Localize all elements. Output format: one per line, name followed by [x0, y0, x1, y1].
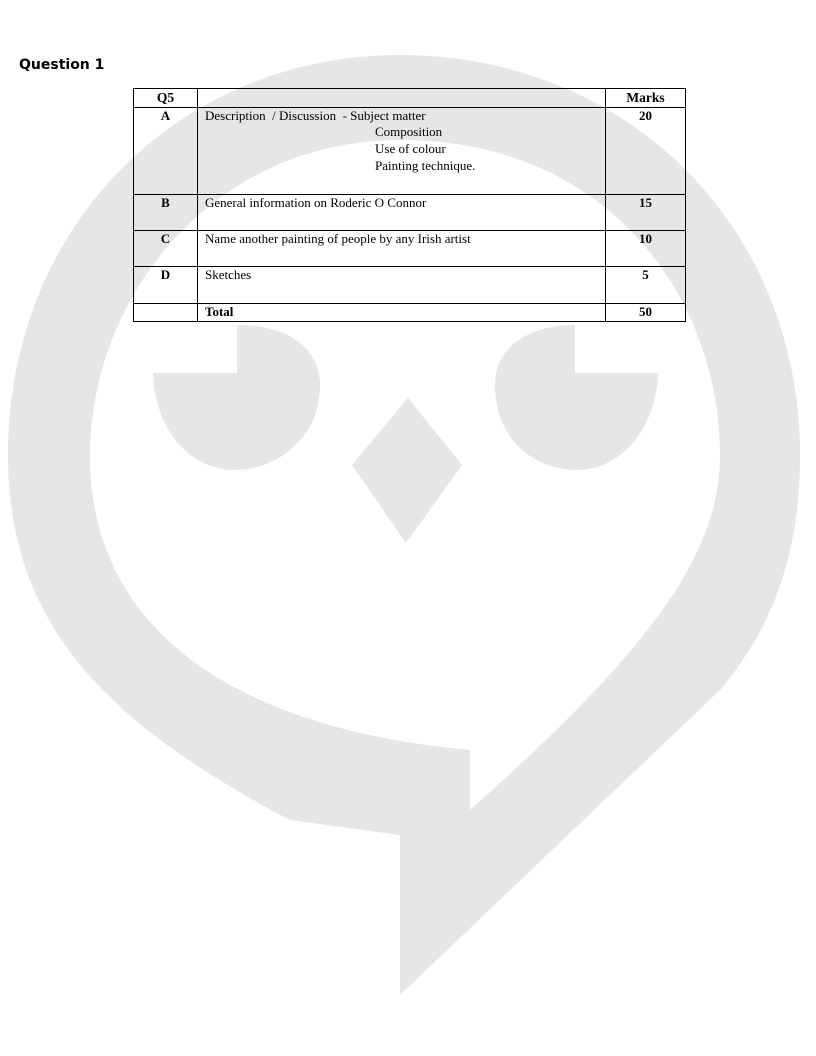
table-header-row — [134, 89, 686, 108]
table-total-row — [134, 303, 686, 321]
row-marks: 5 — [606, 266, 686, 303]
total-label: Total — [198, 303, 606, 321]
marking-scheme-table — [133, 88, 685, 324]
row-description-main: Description / Discussion - Subject matter — [205, 107, 426, 123]
header-question: Q5 — [134, 89, 198, 108]
table-row — [134, 194, 686, 230]
row-description-sub: Composition — [375, 124, 443, 140]
total-marks: 50 — [606, 303, 686, 321]
row-description: Name another painting of people by any Irish artist — [198, 230, 606, 266]
row-description-sub: Use of colour — [375, 141, 446, 157]
total-label-cell — [134, 303, 198, 321]
header-marks: Marks — [606, 89, 686, 108]
row-description: Sketches — [198, 266, 606, 303]
row-label: C — [134, 230, 198, 266]
row-label: D — [134, 266, 198, 303]
row-label: A — [134, 107, 198, 194]
row-label: B — [134, 194, 198, 230]
row-marks: 10 — [606, 230, 686, 266]
row-description: General information on Roderic O Connor — [198, 194, 606, 230]
row-description — [198, 107, 606, 194]
row-marks: 15 — [606, 194, 686, 230]
table-row — [134, 107, 686, 194]
row-marks: 20 — [606, 107, 686, 194]
table-row — [134, 266, 686, 303]
table-row — [134, 230, 686, 266]
row-description-sub: Painting technique. — [375, 158, 476, 174]
header-description — [198, 89, 606, 108]
question-heading: Question 1 — [19, 57, 105, 73]
